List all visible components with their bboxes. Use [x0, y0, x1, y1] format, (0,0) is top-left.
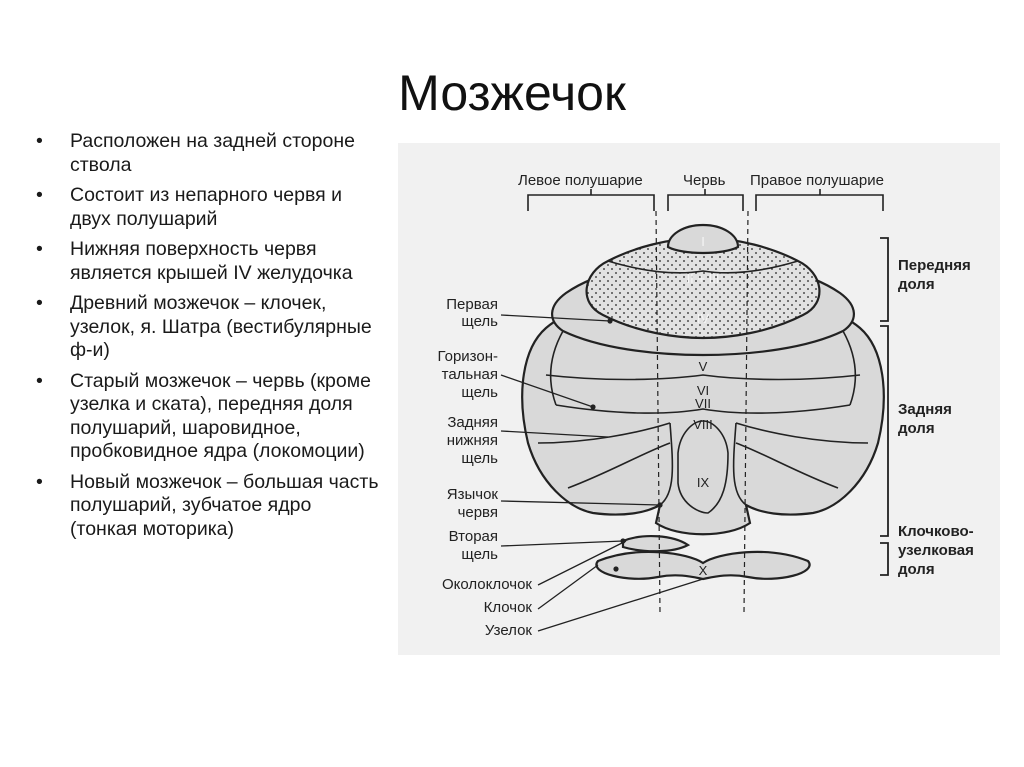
label-anterior-lobe-2: доля: [898, 276, 935, 293]
slide-title: Мозжечок: [398, 65, 626, 121]
label-vermis: Червь: [683, 172, 726, 189]
label-flocculonodular-1: Клочково-: [898, 523, 974, 540]
label-first-fissure-1: Первая: [446, 296, 498, 313]
bullet-text: Древний мозжечок – клочек, узелок, я. Шатра (вестибулярные ф-и): [70, 292, 372, 361]
label-first-fissure-2: щель: [461, 313, 498, 330]
numeral-IX: IX: [696, 475, 710, 490]
label-second-fissure-1: Вторая: [448, 528, 498, 545]
bullet-list: [36, 130, 381, 548]
numeral-VI: VI: [696, 383, 710, 398]
bullet-text: Старый мозжечок – червь (кроме узелка и ската), передняя доля полушарий, шаровидное, пробковидное ядра (локомоции): [70, 369, 371, 462]
bullet-item: [36, 130, 381, 177]
bullet-dot: •: [36, 369, 43, 392]
label-nodulus: Узелок: [484, 622, 532, 639]
label-right-hemisphere: Правое полушарие: [750, 172, 884, 189]
label-posterior-fissure-1: Задняя: [447, 414, 498, 431]
label-horizontal-fissure-3: щель: [461, 384, 498, 401]
label-anterior-lobe-1: Передняя: [898, 257, 971, 274]
numeral-VII: VII: [695, 396, 711, 411]
bullet-dot: •: [36, 238, 43, 260]
label-uvula-2: червя: [457, 504, 498, 521]
bullet-text: Расположен на задней стороне ствола: [70, 130, 355, 176]
label-flocculus: Клочок: [483, 599, 532, 616]
label-flocculonodular-2: узелковая: [898, 542, 974, 559]
label-flocculonodular-3: доля: [898, 561, 935, 578]
bullet-text: Состоит из непарного червя и двух полушарий: [70, 184, 343, 230]
bullet-item: [36, 292, 381, 363]
bullet-item: [36, 238, 381, 285]
numeral-V: V: [698, 359, 708, 374]
bullet-text: Новый мозжечок – большая часть полушарий, зубчатое ядро (тонкая моторика): [70, 470, 379, 540]
cerebellum-diagram-svg: [398, 143, 1000, 655]
label-horizontal-fissure-2: тальная: [441, 366, 498, 383]
numeral-IV: IV: [696, 311, 710, 326]
label-posterior-fissure-2: нижняя: [446, 432, 498, 449]
label-paraflocculus: Околоклочок: [441, 576, 532, 593]
numeral-VIII: VIII: [693, 417, 713, 432]
bullet-dot: •: [36, 130, 43, 152]
bullet-text: Нижняя поверхность червя является крышей IV желудочка: [70, 238, 353, 284]
bullet-dot: •: [36, 292, 43, 314]
label-posterior-lobe-1: Задняя: [898, 401, 952, 418]
bullet-dot: •: [36, 470, 43, 493]
label-posterior-fissure-3: щель: [461, 450, 498, 467]
bullet-item: [36, 471, 381, 542]
cerebellum-diagram: [398, 143, 1000, 655]
bullet-item: [36, 184, 381, 231]
label-left-hemisphere: Левое полушарие: [518, 172, 643, 189]
label-horizontal-fissure-1: Горизон-: [437, 348, 498, 365]
label-uvula-1: Язычок: [446, 486, 498, 503]
numeral-X: X: [698, 563, 708, 578]
label-second-fissure-2: щель: [461, 546, 498, 563]
label-posterior-lobe-2: доля: [898, 420, 935, 437]
numeral-II-III: II + III: [686, 271, 720, 286]
bullet-item: [36, 370, 381, 464]
bullet-dot: •: [36, 184, 43, 206]
numeral-I: I: [701, 234, 705, 249]
